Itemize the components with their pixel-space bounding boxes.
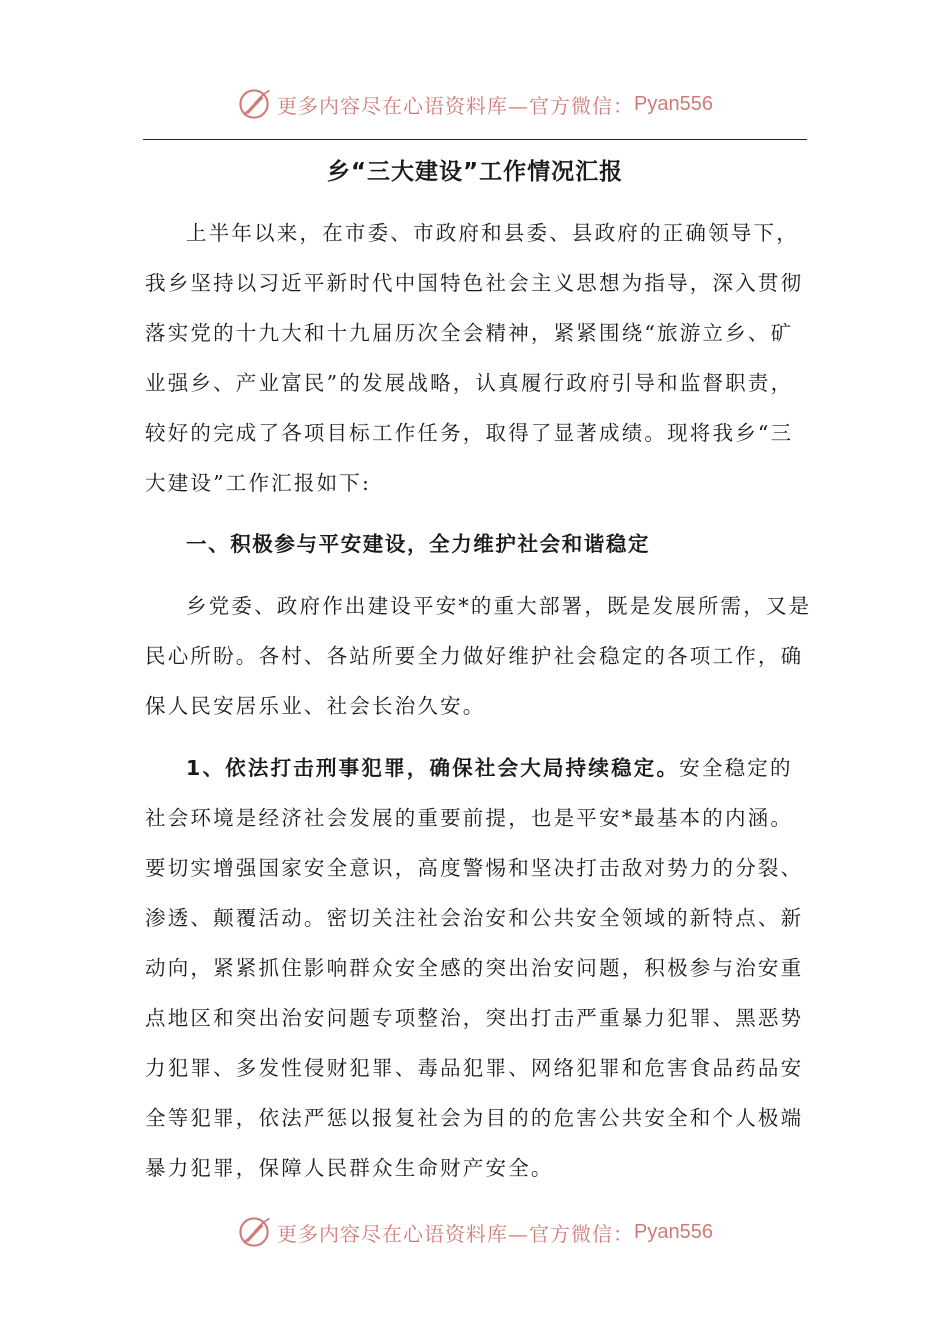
watermark-text: 更多内容尽在心语资料库—官方微信： bbox=[277, 1221, 635, 1246]
item-lead: 1、依法打击刑事犯罪，确保社会大局持续稳定。 bbox=[186, 756, 680, 780]
quill-logo-icon bbox=[237, 1215, 271, 1249]
section-heading: 一、积极参与平安建设，全力维护社会和谐稳定 bbox=[186, 532, 651, 556]
header-divider bbox=[143, 139, 807, 140]
section-paragraph: 乡党委、政府作出建设平安*的重大部署，既是发展所需，又是民心所盼。各村、各站所要全力做好维护社会稳定的各项工作，确保人民安居乐业、社会长治久安。 bbox=[145, 594, 812, 718]
watermark-header bbox=[0, 84, 950, 124]
quill-logo-icon bbox=[237, 87, 271, 121]
document-title: 乡“三大建设”工作情况汇报 bbox=[326, 159, 624, 185]
watermark-handle: Pyan556 bbox=[634, 1220, 713, 1243]
item-body: 安全稳定的社会环境是经济社会发展的重要前提，也是平安*最基本的内涵。要切实增强国家安全意识，高度警惕和坚决打击敌对势力的分裂、渗透、颠覆活动。密切关注社会治安和公共安全领域的新特点、新动向，紧紧抓住影响群众安全感的突出治安问题，积极参与治安重点地区和突出治安问题专项整治，突出打击严重暴力犯罪、黑恶势力犯罪、多发性侵财犯罪、毒品犯罪、网络犯罪和危害食品药品安全等犯罪，依法严惩以报复社会为目的的危害公共安全和个人极端暴力犯罪，保障人民群众生命财产安全。 bbox=[145, 756, 804, 1180]
watermark-footer bbox=[0, 1212, 950, 1252]
watermark-handle: Pyan556 bbox=[634, 92, 713, 115]
item-paragraph bbox=[145, 743, 813, 1193]
watermark-text: 更多内容尽在心语资料库—官方微信： bbox=[277, 93, 635, 118]
intro-paragraph: 上半年以来，在市委、市政府和县委、县政府的正确领导下，我乡坚持以习近平新时代中国特色社会主义思想为指导，深入贯彻落实党的十九大和十九届历次全会精神，紧紧围绕“旅游立乡、矿业强乡、产业富民”的发展战略，认真履行政府引导和监督职责，较好的完成了各项目标工作任务，取得了显著成绩。现将我乡“三大建设”工作汇报如下: bbox=[145, 221, 804, 495]
